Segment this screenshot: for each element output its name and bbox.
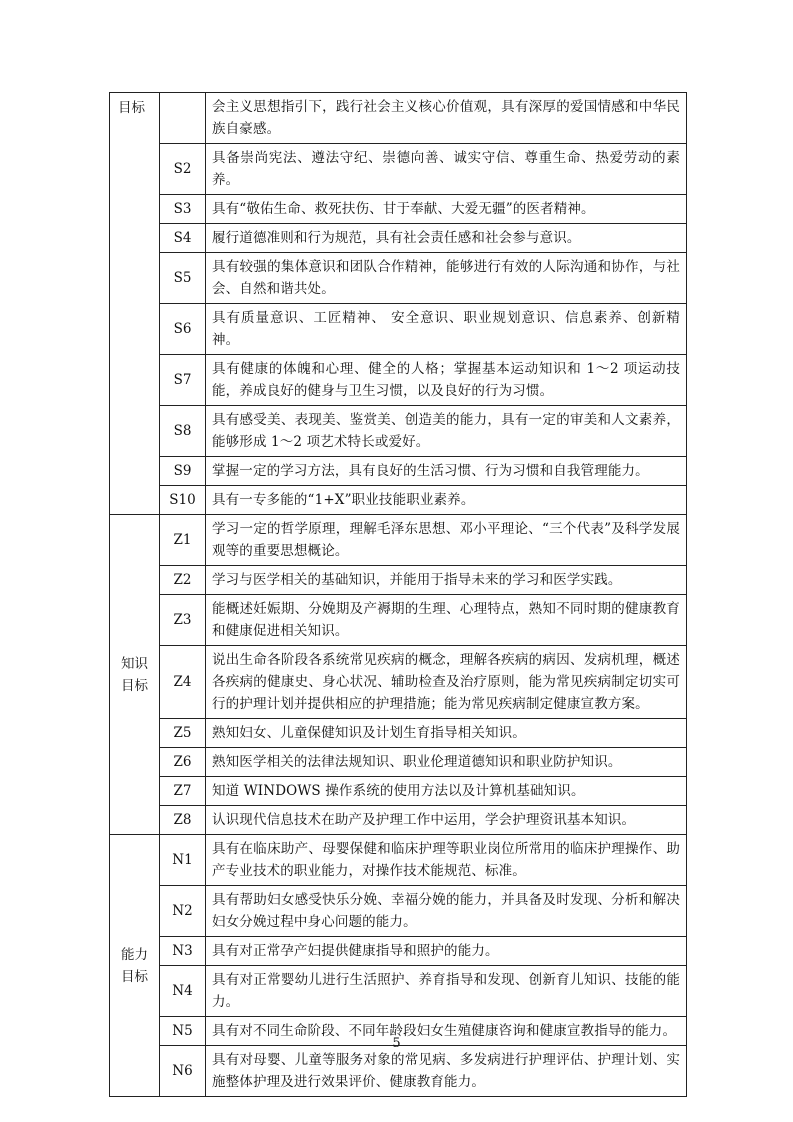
objective-code: Z7 [160,777,206,806]
objective-code [160,93,206,144]
category-label: 目标 [121,677,148,694]
table-row [110,966,687,1017]
objective-code: Z4 [160,646,206,719]
objective-code: Z8 [160,806,206,835]
objective-description: 履行道德准则和行为规范，具有社会责任感和社会参与意识。 [206,224,687,253]
table-row [110,835,687,886]
objective-description: 具有在临床助产、母婴保健和临床护理等职业岗位所常用的临床护理操作、助产专业技术的职业能力，对操作技术能规范、标准。 [206,835,687,886]
table-row [110,486,687,515]
table-row [110,406,687,457]
table-row [110,646,687,719]
table-row [110,937,687,966]
objective-code: N4 [160,966,206,1017]
objective-description: 熟知医学相关的法律法规知识、职业伦理道德知识和职业防护知识。 [206,748,687,777]
objective-code: N5 [160,1017,206,1046]
table-row [110,515,687,566]
objective-code: S10 [160,486,206,515]
table-row [110,144,687,195]
objective-description: 具有一专多能的“1+X”职业技能职业素养。 [206,486,687,515]
table-row [110,457,687,486]
objective-description: 具有“敬佑生命、救死扶伤、甘于奉献、大爱无疆”的医者精神。 [206,195,687,224]
table-row [110,93,687,144]
objective-code: S5 [160,253,206,304]
objective-code: Z1 [160,515,206,566]
category-label: 知识 [121,655,148,672]
objective-description: 说出生命各阶段各系统常见疾病的概念，理解各疾病的病因、发病机理，概述各疾病的健康史、身心状况、辅助检查及治疗原则，能为常见疾病制定切实可行的护理计划并提供相应的护理措施；能为常见疾病制定健康宣教方案。 [206,646,687,719]
table-row [110,195,687,224]
objective-description: 会主义思想指引下，践行社会主义核心价值观，具有深厚的爱国情感和中华民族自豪感。 [206,93,687,144]
table-row [110,777,687,806]
category-cell [110,835,160,1097]
objective-code: Z2 [160,566,206,595]
objective-description: 能概述妊娠期、分娩期及产褥期的生理、心理特点，熟知不同时期的健康教育和健康促进相关知识。 [206,595,687,646]
objective-code: Z5 [160,719,206,748]
table-row [110,886,687,937]
objective-code: Z6 [160,748,206,777]
table-row [110,595,687,646]
objective-code: N3 [160,937,206,966]
table-row [110,566,687,595]
objective-description: 具有质量意识、工匠精神、 安全意识、职业规划意识、信息素养、创新精神。 [206,304,687,355]
category-label: 目标 [121,968,148,985]
objective-description: 认识现代信息技术在助产及护理工作中运用，学会护理资讯基本知识。 [206,806,687,835]
objective-code: S6 [160,304,206,355]
objective-description: 具有对正常婴幼儿进行生活照护、养育指导和发现、创新育儿知识、技能的能力。 [206,966,687,1017]
objective-code: N2 [160,886,206,937]
objectives-table [109,92,687,1097]
objective-code: S9 [160,457,206,486]
objective-code: S3 [160,195,206,224]
objective-description: 具有对不同生命阶段、不同年龄段妇女生殖健康咨询和健康宣教指导的能力。 [206,1017,687,1046]
objective-description: 具有感受美、表现美、鉴赏美、创造美的能力，具有一定的审美和人文素养，能够形成 1～2 项艺术特长或爱好。 [206,406,687,457]
table-row [110,1046,687,1097]
table-row [110,304,687,355]
table-row [110,719,687,748]
objective-description: 具有较强的集体意识和团队合作精神，能够进行有效的人际沟通和协作，与社会、自然和谐共处。 [206,253,687,304]
table-row [110,748,687,777]
objective-description: 熟知妇女、儿童保健知识及计划生育指导相关知识。 [206,719,687,748]
objective-description: 具有对母婴、儿童等服务对象的常见病、多发病进行护理评估、护理计划、实施整体护理及进行效果评价、健康教育能力。 [206,1046,687,1097]
table-row [110,224,687,253]
objective-description: 知道 WINDOWS 操作系统的使用方法以及计算机基础知识。 [206,777,687,806]
objective-code: S2 [160,144,206,195]
objective-description: 具有健康的体魄和心理、健全的人格；掌握基本运动知识和 1～2 项运动技能，养成良好的健身与卫生习惯，以及良好的行为习惯。 [206,355,687,406]
objective-code: S4 [160,224,206,253]
table-row [110,253,687,304]
objective-description: 具备崇尚宪法、遵法守纪、崇德向善、诚实守信、尊重生命、热爱劳动的素养。 [206,144,687,195]
objective-code: N1 [160,835,206,886]
objective-code: S7 [160,355,206,406]
objective-description: 具有对正常孕产妇提供健康指导和照护的能力。 [206,937,687,966]
category-cell [110,93,160,515]
objective-code: N6 [160,1046,206,1097]
objective-description: 掌握一定的学习方法，具有良好的生活习惯、行为习惯和自我管理能力。 [206,457,687,486]
category-cell [110,515,160,835]
objective-description: 具有帮助妇女感受快乐分娩、幸福分娩的能力，并具备及时发现、分析和解决妇女分娩过程中身心问题的能力。 [206,886,687,937]
table-row [110,806,687,835]
objective-code: Z3 [160,595,206,646]
page-number: 5 [392,1036,401,1051]
table-row [110,355,687,406]
category-label: 能力 [121,946,148,963]
objective-description: 学习与医学相关的基础知识，并能用于指导未来的学习和医学实践。 [206,566,687,595]
objective-code: S8 [160,406,206,457]
category-label: 目标 [118,100,145,116]
objective-description: 学习一定的哲学原理，理解毛泽东思想、邓小平理论、“三个代表”及科学发展观等的重要思想概论。 [206,515,687,566]
objectives-table-body [110,93,687,1097]
